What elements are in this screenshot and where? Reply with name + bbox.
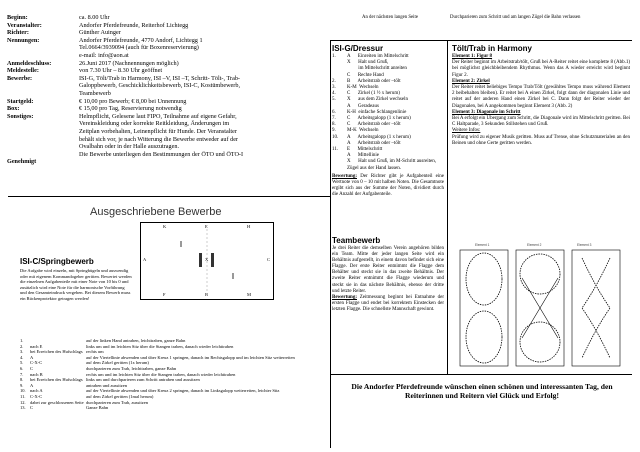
row-position: C — [30, 365, 34, 371]
dressur-step-text: B Arbeitstrab oder –tölt — [347, 78, 401, 84]
dressur-step-text: A Arbeitstrab oder –tölt — [347, 140, 401, 146]
row-number: 5. — [20, 360, 24, 366]
info-label: Beginn: — [7, 14, 28, 21]
info-value-line: Andorfer Pferdefreunde, 4770 Andorf, Lichtegg 1 — [79, 36, 203, 44]
toelt-e1-title: Element 1: Figur 8 — [452, 54, 493, 59]
divider-top-right — [330, 40, 632, 41]
dressur-step-number: 9. — [332, 128, 336, 134]
info-value-line: von 7.30 Uhr – 8.30 Uhr geöffnet — [79, 67, 163, 75]
dressur-step-number: 8. — [332, 122, 336, 128]
toelt-title: Tölt/Trab in Harmony — [452, 44, 533, 53]
arena-letter-h: H — [247, 224, 251, 229]
diagram-label-1: Element 1 — [475, 243, 490, 247]
row-number: 4. — [20, 354, 24, 360]
info-value-line: Vereinskleidung oder korrekte Reitkleidung, Änderungen im — [79, 120, 230, 128]
info-value-line: Andorfer Pferdefreunde, Reiterhof Lichtegg — [79, 21, 189, 29]
list-item — [332, 159, 444, 171]
row-instruction: durchparieren zum Trab, leichttraben, ganze Bahn — [86, 365, 177, 371]
toelt-e2-title: Element 2: Zirkel — [452, 78, 490, 84]
row-instruction: auf der Viertellinie abwenden und über Kreuz 2 springen, danach im Linksgalopp weiterreiten, leichter Sitz — [86, 388, 280, 394]
info-label: Nennungen: — [7, 36, 40, 44]
arena-letter-k: K — [163, 224, 167, 229]
toelt-weitere-label: Weitere Infos: — [452, 128, 481, 134]
row-instruction: Ganze Bahn — [86, 405, 109, 411]
dressur-step-number: 10. — [332, 134, 339, 140]
dressur-bewertung-text: Der Richter gibt je Aufgabenteil eine Wertnote von 0 – 10 mit halben Noten. Die Gesamtnote ergibt sich aus der Summe der Noten, dividiert durch die Anzahl der Aufgabenteile. — [332, 173, 444, 198]
team-section — [332, 246, 444, 313]
section-heading: Ausgeschriebene Bewerbe — [90, 206, 222, 218]
info-value-line: e-mail: info@aon.at — [79, 51, 129, 59]
info-value — [79, 14, 327, 22]
row-number: 2. — [20, 343, 24, 349]
dressur-step-number: 1. — [332, 54, 336, 59]
dressur-step-text: K-H einfache Schlangenlinie — [347, 109, 407, 115]
row-position: nach B — [30, 371, 43, 377]
arena-letter-m: M — [247, 292, 252, 297]
team-text: Je drei Reiter die demselben Verein angehören bilden ein Team. Mitte der jeder langen Seite wird ein Behältnis aufgestellt, in einem davon befindet sich eine Flagge. Der erste Reiter entnimmt die Flagge dem Behälter und steckt sie in das zweite Behältnis. Der zweite Reiter entnimmt die Flagge wiederum und steckt sie in das nächste Behältnis, ebenso der dritte und letzte Reiter. — [332, 246, 444, 294]
row-number: 13. — [20, 405, 26, 411]
dressur-step-text: A Arbeitsgalopp (1 x herum) — [347, 134, 411, 140]
arena-letter-x: X — [205, 257, 209, 262]
arena-letter-b: B — [205, 292, 209, 297]
dressur-step-text: C Zirkel (1 ½ x herum) — [347, 91, 400, 97]
info-value — [79, 105, 327, 113]
dressur-step-number: 2. — [332, 78, 336, 84]
info-value-line: € 15,00 pro Tag, Reservierung notwendig — [79, 105, 182, 113]
info-value-line: Die Bewerbe unterliegen den Bestimmungen der ÖTO und ÖTO-I — [79, 150, 244, 158]
info-label: Bewerbe: — [7, 74, 33, 82]
toelt-e1-text: Der Reiter beginnt im Arbeitstrab/tölt, Gruß bei A-Reiter reitet eine komplette 8 (Abb.1) bei möglichst gleichbleibendem Rhythmus. Wenn das A wieder erreicht wird beginnt Figur 2. — [452, 60, 630, 78]
info-row — [7, 22, 327, 30]
arena-letter-e: E — [205, 224, 208, 229]
row-number: 10. — [20, 388, 26, 394]
spring-program-table — [20, 338, 328, 411]
row-number: 8. — [20, 377, 24, 383]
row-position: C-X-C — [30, 393, 43, 399]
row-instruction: rechts um — [86, 349, 104, 355]
row-instruction: rechts um und im leichten Sitz über die Stangen traben, danach wieder leichttraben — [86, 371, 236, 377]
divider-bottom-right — [330, 374, 632, 375]
dressur-step-text: X aus dem Zirkel wechseln — [347, 97, 408, 103]
divider-right — [447, 40, 448, 374]
info-value-line: Zeitplan vorbehalten, Leinenpflicht für Hunde. Der Veranstalter — [79, 127, 237, 135]
arena-letter-c: C — [267, 257, 271, 262]
dressur-step-number: 3. — [332, 85, 336, 91]
info-value-line: behält sich vor, je nach Witterung die Bewerbe entweder auf der — [79, 135, 238, 143]
toelt-e3-text: Bei A erfolgt ein Übergang zum Schritt, die Diagonale wird im Mittelschritt geritten. Bei C Haltparade, 3 Sekunden Stillstehen und Gruß. — [452, 116, 630, 128]
row-instruction: antraben und aussitzen — [86, 382, 127, 388]
toelt-e3-title: Element 3: Diagonale im Schritt — [452, 109, 521, 115]
spring-title: ISI-C/Springbewerb — [20, 257, 94, 266]
spring-description: Die Aufgabe wird einzeln, mit Springbügeln und auswendig oder mit eigenem Kommandogeber geritten. Bewertet werden die einzelnen Aufgabenteile mit einer Note von 10 bis 0 und zusätzlich wird eine Note für die harmonische Vorführung und den Gesamteindruck vergeben. Bei diesem Bewerb muss ein Rückenprotektor getragen werden! — [20, 268, 132, 301]
row-instruction: durchparieren zum Trab, aussitzen — [86, 399, 148, 405]
event-info — [7, 14, 327, 166]
info-value — [79, 37, 327, 60]
dressur-step-text: A Geradeaus — [347, 103, 379, 109]
info-row — [7, 14, 327, 22]
team-bewertung-label: Bewertung: — [332, 294, 357, 300]
team-title: Teambewerb — [332, 236, 381, 245]
info-value — [79, 75, 327, 98]
info-value — [79, 98, 327, 106]
row-number: 9. — [20, 382, 24, 388]
info-label: Startgeld: — [7, 97, 34, 105]
row-instruction: links um und durchparieren zum Schritt antraben und aussitzen — [86, 377, 200, 383]
info-value-line: 26.Juni 2017 (Nachnennungen möglich) — [79, 59, 179, 67]
table-row — [20, 405, 328, 411]
row-position: nach E — [30, 343, 43, 349]
info-value — [79, 158, 327, 166]
dressur-step-text: C Arbeitsgalopp (1 x herum) — [347, 116, 411, 122]
row-number: 6. — [20, 365, 24, 371]
team-bewertung-text: Zeitmessung beginnt bei Entnahme der ersten Flagge und endet bei korrektem Einstecken der letzten Flagge. Die schnellste Mannschaft gewinnt. — [332, 294, 444, 312]
info-value — [79, 22, 327, 30]
row-position: nach A — [30, 388, 43, 394]
row-number: 12. — [20, 399, 26, 405]
row-position: C-X-C — [30, 360, 43, 366]
info-value — [79, 29, 327, 37]
info-value-line: € 10,00 pro Bewerb; € 8,00 bei Unnennung — [79, 97, 187, 105]
row-position: A — [30, 382, 34, 388]
dressur-step-number: 11. — [332, 147, 339, 153]
info-value-line: Helmpflicht, Gelesene laut FIPO, Teilnahme auf eigene Gefahr, — [79, 112, 237, 120]
diagram-diagonale — [572, 250, 620, 366]
dressur-step-text: C Arbeitstrab oder –tölt — [347, 122, 401, 128]
row-instruction: auf der Viertellinie abwenden und über Kreuz 1 springen, danach im Rechtsgalopp und im leichten Sitz weiterreiten — [86, 354, 295, 360]
info-value-line: Galoppbewerb, Geschicklichkeitsbewerb, ISI-C, Kostümbewerb, — [79, 82, 241, 90]
info-value — [79, 113, 327, 159]
row-instruction: links um und im leichten Sitz über die Stangen traben, danach wieder leichttraben — [86, 343, 234, 349]
row-position: dabei zur geschlossenen Seite — [30, 399, 84, 405]
dressur-step-text: A Einreiten im Mittelschritt — [347, 54, 409, 59]
row-position: bei Erreichen des Hufschlags — [30, 349, 83, 355]
info-value-line: ca. 8.00 Uhr — [79, 14, 110, 21]
row-instruction: auf dem Zirkel geritten (1mal herum) — [86, 393, 154, 399]
info-row — [7, 67, 327, 75]
spring-arena — [140, 222, 274, 300]
info-label: Genehmigt — [7, 158, 37, 166]
diagram-label-2: Element 2 — [527, 243, 542, 247]
obstacle-left — [199, 253, 202, 267]
info-value-line: Günther Auinger — [79, 29, 121, 37]
dressur-step-text: M-K Wechseln — [347, 128, 379, 134]
top-note-left: An der nächsten langen Seite — [362, 15, 418, 20]
obstacle-right — [211, 253, 214, 267]
info-row — [7, 158, 327, 166]
toelt-e2-text: Der Reiter reitet beliebiges Tempo Trab/Tölt (gewähltes Tempo muss während Element 2 beibehalten bleiben). Er reitet bei A einen Zirkel, folgt dann der diagonalen Linie und reitet auf der anderen Hand einen Zirkel bei C. Dann folgt der Reiter wieder der Diagonalen, bei A angekommen beginnt Element 3 (Abb. 2) — [452, 85, 630, 109]
harmony-diagrams — [456, 248, 628, 370]
row-number: 11. — [20, 393, 26, 399]
dressur-step-text: X Halt und Gruß, — [347, 60, 389, 66]
info-row — [7, 29, 327, 37]
info-row — [7, 60, 327, 68]
info-row — [7, 98, 327, 106]
dressur-step-text: E Mittelschritt — [347, 147, 383, 153]
toelt-weitere-text: Prüfung wird zu eigener Musik geritten. Muss auf Trense, ohne Schutzmaterialen an den Beinen und ohne Gerte geritten werden. — [452, 134, 630, 146]
dressur-program — [332, 54, 444, 199]
dressur-step-text: K-M Wechseln — [347, 85, 379, 91]
info-value-line: ISI-G, Tölt/Trab in Harmony, ISI –V, ISI –T, Schritt- Tölt-, Trab- — [79, 74, 240, 82]
info-label: Veranstalter: — [7, 21, 42, 29]
info-value-line: Ovalbahn oder in der Halle auszutragen. — [79, 143, 179, 151]
info-row — [7, 105, 327, 113]
dressur-step-number: 6. — [332, 109, 336, 115]
dressur-step-number: 4. — [332, 91, 336, 97]
row-position: bei Erreichen des Hufschlags — [30, 377, 83, 383]
dressur-bewertung — [332, 174, 444, 199]
dressur-step-number: 5. — [332, 97, 336, 103]
row-instruction: auf der linken Hand antraben, leichttraben, ganze Bahn — [86, 338, 186, 343]
dressur-step-text: X Halt und Gruß, im M-Schritt ausreiten, Zügel aus der Hand lassen. — [347, 159, 438, 171]
info-value — [79, 67, 327, 75]
info-row — [7, 37, 327, 60]
toelt-section — [452, 54, 630, 147]
diagram-figure-8 — [460, 250, 508, 366]
info-label: Meldestelle: — [7, 67, 39, 75]
info-row — [7, 113, 327, 159]
info-value-line: Teambewerb — [79, 89, 111, 97]
info-label: Box: — [7, 105, 20, 113]
team-bewertung — [332, 295, 444, 313]
divider-left-top — [8, 196, 330, 197]
row-number: 7. — [20, 371, 24, 377]
dressur-step-number: 7. — [332, 116, 336, 122]
dressur-title: ISI-G/Dressur — [332, 44, 384, 53]
info-value — [79, 60, 327, 68]
diagram-zirkel — [516, 250, 564, 366]
row-position: A — [30, 354, 34, 360]
top-note-right: Durchparieren zum Schritt und am langen Zügel die Bahn verlassen — [450, 15, 581, 20]
row-number: 1. — [20, 338, 24, 343]
dressur-step-text: A Mittellinie — [347, 153, 379, 159]
row-position: C — [30, 405, 34, 411]
row-instruction: auf dem Zirkel geritten (1x herum) — [86, 360, 149, 366]
arena-letter-f: F — [163, 292, 166, 297]
dressur-step-text: im Mittelschritt anreiten — [347, 66, 407, 72]
info-label: Richter: — [7, 29, 29, 37]
dressur-bewertung-label: Bewertung: — [332, 173, 357, 179]
info-row — [7, 75, 327, 98]
divider-middle — [330, 40, 331, 448]
info-label: Sonstiges: — [7, 112, 34, 120]
row-number: 3. — [20, 349, 24, 355]
arena-letter-a: A — [143, 257, 147, 262]
info-label: Anmeldeschluss: — [7, 59, 52, 67]
dressur-step-number — [332, 159, 347, 171]
closing-message: Die Andorfer Pferdefreunde wünschen einen schönen und interessanten Tag, den Reiterinnen und Reitern viel Glück und Erfolg! — [351, 382, 613, 400]
dressur-step-text: C Rechte Hand — [347, 72, 384, 78]
diagram-label-3: Element 3 — [577, 243, 592, 247]
info-value-line: Tel.0664/3939094 (auch für Boxenreservierung) — [79, 44, 199, 52]
